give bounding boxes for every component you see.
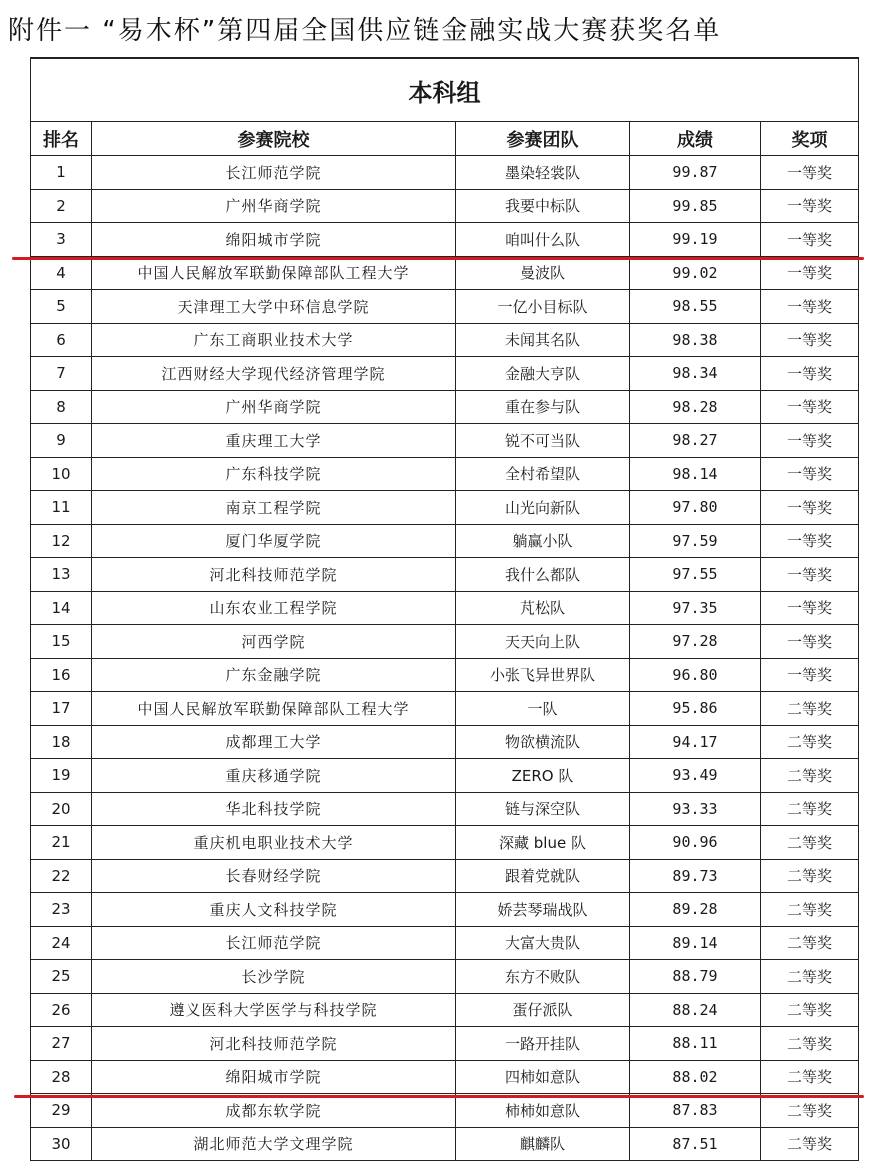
school-cell: 厦门华厦学院 — [92, 524, 456, 558]
table-row — [31, 558, 859, 592]
rank-cell: 25 — [31, 960, 92, 994]
table-row — [31, 390, 859, 424]
rank-cell: 24 — [31, 926, 92, 960]
column-header-row — [31, 122, 859, 156]
school-cell: 天津理工大学中环信息学院 — [92, 290, 456, 324]
school-cell: 广东科技学院 — [92, 457, 456, 491]
table-row — [31, 1127, 859, 1161]
school-cell: 成都东软学院 — [92, 1094, 456, 1128]
score-cell: 90.96 — [630, 826, 761, 860]
award-cell: 一等奖 — [761, 390, 859, 424]
team-cell: 重在参与队 — [456, 390, 630, 424]
rank-cell: 26 — [31, 993, 92, 1027]
rank-cell: 30 — [31, 1127, 92, 1161]
award-cell: 二等奖 — [761, 792, 859, 826]
team-cell: 躺赢小队 — [456, 524, 630, 558]
table-row — [31, 424, 859, 458]
rank-cell: 2 — [31, 189, 92, 223]
school-cell: 中国人民解放军联勤保障部队工程大学 — [92, 256, 456, 290]
table-row — [31, 457, 859, 491]
award-cell: 二等奖 — [761, 859, 859, 893]
award-cell: 二等奖 — [761, 1127, 859, 1161]
table-row — [31, 357, 859, 391]
rank-cell: 17 — [31, 692, 92, 726]
team-cell: 链与深空队 — [456, 792, 630, 826]
rank-cell: 9 — [31, 424, 92, 458]
rank-cell: 13 — [31, 558, 92, 592]
score-cell: 88.24 — [630, 993, 761, 1027]
score-cell: 97.35 — [630, 591, 761, 625]
school-cell: 广州华商学院 — [92, 390, 456, 424]
rank-cell: 22 — [31, 859, 92, 893]
award-cell: 一等奖 — [761, 558, 859, 592]
score-cell: 93.33 — [630, 792, 761, 826]
table-row — [31, 189, 859, 223]
team-cell: 我要中标队 — [456, 189, 630, 223]
score-cell: 88.11 — [630, 1027, 761, 1061]
score-cell: 98.38 — [630, 323, 761, 357]
school-cell: 重庆机电职业技术大学 — [92, 826, 456, 860]
award-cell: 一等奖 — [761, 591, 859, 625]
score-cell: 99.19 — [630, 223, 761, 257]
award-cell: 二等奖 — [761, 1060, 859, 1094]
award-cell: 一等奖 — [761, 223, 859, 257]
rank-cell: 23 — [31, 893, 92, 927]
school-cell: 遵义医科大学医学与科技学院 — [92, 993, 456, 1027]
team-cell: 跟着党就队 — [456, 859, 630, 893]
team-cell: 物欲横流队 — [456, 725, 630, 759]
award-cell: 一等奖 — [761, 658, 859, 692]
team-cell: 墨染轻裳队 — [456, 156, 630, 190]
award-cell: 二等奖 — [761, 759, 859, 793]
score-cell: 89.14 — [630, 926, 761, 960]
award-table-container — [30, 57, 858, 1161]
highlight-underline-bottom — [14, 1095, 864, 1098]
score-cell: 99.02 — [630, 256, 761, 290]
score-cell: 99.87 — [630, 156, 761, 190]
team-cell: ZERO 队 — [456, 759, 630, 793]
table-row — [31, 1027, 859, 1061]
table-row — [31, 725, 859, 759]
award-cell: 二等奖 — [761, 692, 859, 726]
score-cell: 97.28 — [630, 625, 761, 659]
table-row — [31, 960, 859, 994]
award-cell: 二等奖 — [761, 960, 859, 994]
award-cell: 二等奖 — [761, 993, 859, 1027]
team-cell: 金融大亨队 — [456, 357, 630, 391]
score-cell: 88.79 — [630, 960, 761, 994]
rank-cell: 12 — [31, 524, 92, 558]
table-row — [31, 1060, 859, 1094]
award-cell: 一等奖 — [761, 357, 859, 391]
rank-cell: 3 — [31, 223, 92, 257]
table-row — [31, 692, 859, 726]
rank-cell: 7 — [31, 357, 92, 391]
rank-cell: 10 — [31, 457, 92, 491]
score-cell: 96.80 — [630, 658, 761, 692]
school-cell: 河北科技师范学院 — [92, 1027, 456, 1061]
table-row — [31, 859, 859, 893]
team-cell: 咱叫什么队 — [456, 223, 630, 257]
table-row — [31, 323, 859, 357]
score-cell: 97.55 — [630, 558, 761, 592]
team-cell: 未闻其名队 — [456, 323, 630, 357]
award-cell: 二等奖 — [761, 893, 859, 927]
award-cell: 二等奖 — [761, 1094, 859, 1128]
team-cell: 曼波队 — [456, 256, 630, 290]
school-cell: 长江师范学院 — [92, 156, 456, 190]
header-award: 奖项 — [761, 122, 859, 156]
score-cell: 88.02 — [630, 1060, 761, 1094]
rank-cell: 21 — [31, 826, 92, 860]
award-cell: 一等奖 — [761, 290, 859, 324]
score-cell: 98.27 — [630, 424, 761, 458]
school-cell: 成都理工大学 — [92, 725, 456, 759]
score-cell: 98.34 — [630, 357, 761, 391]
header-rank: 排名 — [31, 122, 92, 156]
table-row — [31, 625, 859, 659]
rank-cell: 29 — [31, 1094, 92, 1128]
rank-cell: 19 — [31, 759, 92, 793]
school-cell: 山东农业工程学院 — [92, 591, 456, 625]
award-cell: 一等奖 — [761, 323, 859, 357]
award-cell: 一等奖 — [761, 189, 859, 223]
school-cell: 重庆理工大学 — [92, 424, 456, 458]
school-cell: 广东工商职业技术大学 — [92, 323, 456, 357]
rank-cell: 20 — [31, 792, 92, 826]
team-cell: 山光向新队 — [456, 491, 630, 525]
school-cell: 广州华商学院 — [92, 189, 456, 223]
school-cell: 华北科技学院 — [92, 792, 456, 826]
table-row — [31, 591, 859, 625]
score-cell: 89.73 — [630, 859, 761, 893]
score-cell: 89.28 — [630, 893, 761, 927]
team-cell: 全村希望队 — [456, 457, 630, 491]
team-cell: 娇芸琴瑞战队 — [456, 893, 630, 927]
rank-cell: 18 — [31, 725, 92, 759]
header-team: 参赛团队 — [456, 122, 630, 156]
award-cell: 一等奖 — [761, 457, 859, 491]
table-row — [31, 792, 859, 826]
school-cell: 绵阳城市学院 — [92, 223, 456, 257]
rank-cell: 28 — [31, 1060, 92, 1094]
score-cell: 87.83 — [630, 1094, 761, 1128]
header-score: 成绩 — [630, 122, 761, 156]
rank-cell: 16 — [31, 658, 92, 692]
school-cell: 中国人民解放军联勤保障部队工程大学 — [92, 692, 456, 726]
score-cell: 98.14 — [630, 457, 761, 491]
team-cell: 蛋仔派队 — [456, 993, 630, 1027]
team-cell: 一亿小目标队 — [456, 290, 630, 324]
table-row — [31, 223, 859, 257]
team-cell: 我什么都队 — [456, 558, 630, 592]
award-cell: 一等奖 — [761, 156, 859, 190]
school-cell: 长江师范学院 — [92, 926, 456, 960]
school-cell: 重庆移通学院 — [92, 759, 456, 793]
team-cell: 大富大贵队 — [456, 926, 630, 960]
team-cell: 一队 — [456, 692, 630, 726]
table-row — [31, 759, 859, 793]
rank-cell: 8 — [31, 390, 92, 424]
rank-cell: 14 — [31, 591, 92, 625]
award-cell: 二等奖 — [761, 1027, 859, 1061]
award-table — [30, 57, 859, 1161]
team-cell: 柿柿如意队 — [456, 1094, 630, 1128]
team-cell: 芃松队 — [456, 591, 630, 625]
school-cell: 江西财经大学现代经济管理学院 — [92, 357, 456, 391]
rank-cell: 5 — [31, 290, 92, 324]
table-row — [31, 658, 859, 692]
highlight-underline-top — [12, 257, 864, 260]
rank-cell: 11 — [31, 491, 92, 525]
team-cell: 天天向上队 — [456, 625, 630, 659]
award-cell: 一等奖 — [761, 625, 859, 659]
score-cell: 95.86 — [630, 692, 761, 726]
school-cell: 长春财经学院 — [92, 859, 456, 893]
table-row — [31, 926, 859, 960]
team-cell: 东方不败队 — [456, 960, 630, 994]
rank-cell: 15 — [31, 625, 92, 659]
score-cell: 99.85 — [630, 189, 761, 223]
rank-cell: 1 — [31, 156, 92, 190]
school-cell: 重庆人文科技学院 — [92, 893, 456, 927]
score-cell: 87.51 — [630, 1127, 761, 1161]
team-cell: 麒麟队 — [456, 1127, 630, 1161]
school-cell: 湖北师范大学文理学院 — [92, 1127, 456, 1161]
school-cell: 绵阳城市学院 — [92, 1060, 456, 1094]
score-cell: 97.59 — [630, 524, 761, 558]
score-cell: 98.55 — [630, 290, 761, 324]
document-title: 附件一 “易木杯”第四届全国供应链金融实战大赛获奖名单 — [8, 16, 722, 46]
award-cell: 二等奖 — [761, 926, 859, 960]
table-row — [31, 256, 859, 290]
team-cell: 四柿如意队 — [456, 1060, 630, 1094]
award-cell: 一等奖 — [761, 424, 859, 458]
table-row — [31, 893, 859, 927]
team-cell: 深藏 blue 队 — [456, 826, 630, 860]
table-row — [31, 524, 859, 558]
header-school: 参赛院校 — [92, 122, 456, 156]
team-cell: 锐不可当队 — [456, 424, 630, 458]
table-row — [31, 491, 859, 525]
table-row — [31, 1094, 859, 1128]
award-cell: 一等奖 — [761, 491, 859, 525]
score-cell: 97.80 — [630, 491, 761, 525]
school-cell: 广东金融学院 — [92, 658, 456, 692]
table-row — [31, 156, 859, 190]
score-cell: 98.28 — [630, 390, 761, 424]
rank-cell: 4 — [31, 256, 92, 290]
score-cell: 94.17 — [630, 725, 761, 759]
school-cell: 河西学院 — [92, 625, 456, 659]
school-cell: 南京工程学院 — [92, 491, 456, 525]
table-body — [31, 156, 859, 1161]
school-cell: 河北科技师范学院 — [92, 558, 456, 592]
table-row — [31, 993, 859, 1027]
table-row — [31, 826, 859, 860]
award-cell: 一等奖 — [761, 524, 859, 558]
group-title: 本科组 — [31, 58, 859, 122]
award-cell: 二等奖 — [761, 725, 859, 759]
rank-cell: 6 — [31, 323, 92, 357]
rank-cell: 27 — [31, 1027, 92, 1061]
school-cell: 长沙学院 — [92, 960, 456, 994]
table-row — [31, 290, 859, 324]
score-cell: 93.49 — [630, 759, 761, 793]
award-cell: 一等奖 — [761, 256, 859, 290]
team-cell: 小张飞异世界队 — [456, 658, 630, 692]
team-cell: 一路开挂队 — [456, 1027, 630, 1061]
award-cell: 二等奖 — [761, 826, 859, 860]
